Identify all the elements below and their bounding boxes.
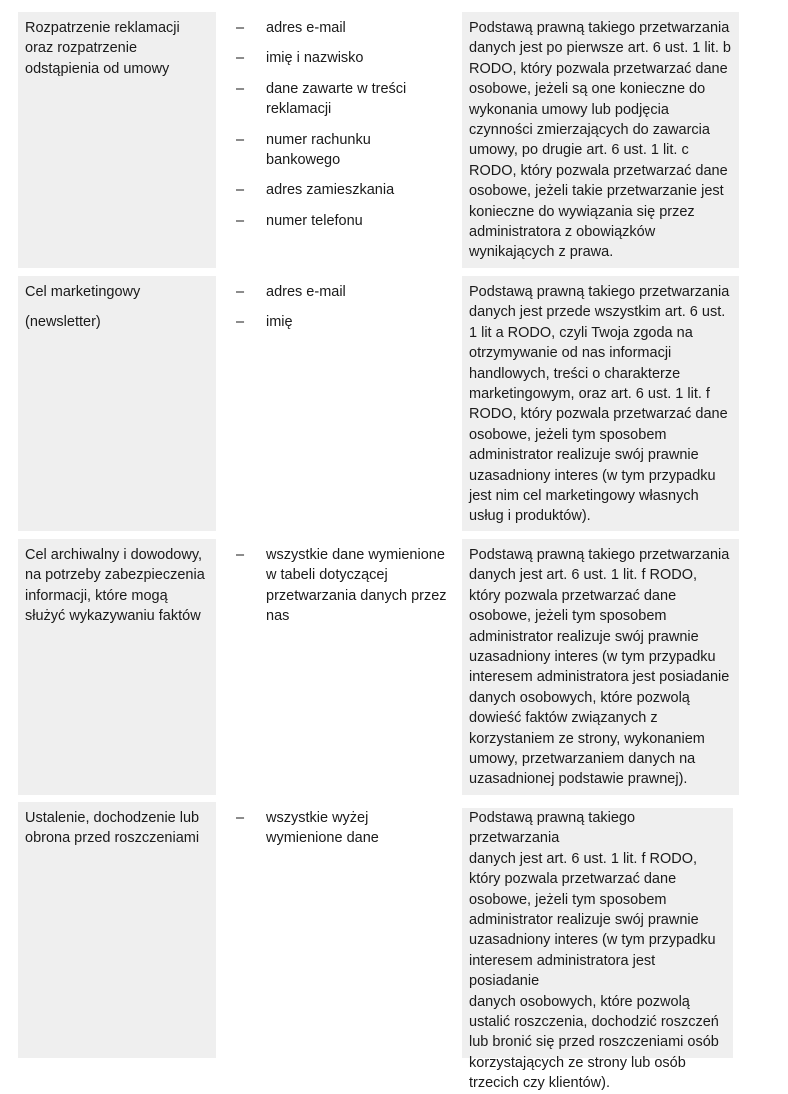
dash-bullet: –	[236, 131, 245, 148]
data-items-list	[236, 808, 454, 859]
list-item: – imię i nazwisko	[236, 48, 454, 68]
list-item: – wszystkie wyżej wymienione dane	[236, 810, 379, 847]
table-row	[0, 802, 788, 1092]
dash-bullet: –	[236, 50, 245, 67]
list-item: – imię	[236, 312, 454, 332]
table-row	[0, 12, 788, 268]
purpose-cell	[18, 276, 216, 531]
list-item: – adres zamieszkania	[236, 180, 454, 200]
data-items-list	[236, 282, 454, 343]
legal-basis-cell	[462, 276, 739, 531]
dash-bullet: –	[236, 20, 245, 36]
purpose-cell	[18, 802, 216, 1058]
table-row	[0, 276, 788, 531]
dash-bullet: –	[236, 182, 245, 199]
legal-basis-cell	[462, 808, 733, 1092]
legal-basis-text: Podstawą prawną takiego przetwarzania danych jest art. 6 ust. 1 lit. f RODO, który pozwala przetwarzać dane osobowe, jeżeli tym sposobem administrator realizuje swój prawnie uzasadniony interes (w tym przypadku interesem administratora jest posiadanie danych osobowych, które pozwolą dowieść faktów związanych z korzystaniem ze strony, wykonaniem umowy, przetwarzaniem danych na uzasadnionej podstawie prawnej).	[469, 547, 730, 788]
dash-bullet: –	[236, 810, 245, 826]
dash-bullet: –	[236, 547, 245, 563]
dash-bullet: –	[236, 314, 245, 331]
purpose-cell	[18, 539, 216, 795]
legal-basis-cell	[462, 539, 739, 795]
dash-bullet: –	[236, 80, 245, 97]
purpose-text: Ustalenie, dochodzenie lub obrona przed roszczeniami	[25, 810, 200, 847]
legal-basis-text: Podstawą prawną takiego przetwarzania danych jest po pierwsze art. 6 ust. 1 lit. b RODO, który pozwala przetwarzać dane osobowe, jeżeli są one konieczne do wykonania umowy lub podjęcia czynności zmierzających do zawarcia umowy, po drugie art. 6 ust. 1 lit. c RODO, który pozwala przetwarzać dane osobowe, jeżeli takie przetwarzanie jest konieczne do wywiązania się przez administratora z obowiązków wynikających z prawa.	[469, 20, 731, 261]
list-item: – wszystkie dane wymienione w tabeli dotyczącej przetwarzania danych przez nas	[236, 547, 447, 625]
purpose-cell	[18, 12, 216, 268]
list-item: – adres e-mail	[236, 282, 454, 302]
table-row	[0, 539, 788, 795]
dash-bullet: –	[236, 284, 245, 300]
list-item: – numer telefonu	[236, 211, 454, 231]
data-items-list	[236, 18, 454, 241]
data-items-list	[236, 545, 454, 637]
dash-bullet: –	[236, 212, 245, 229]
list-item: – numer rachunku bankowego	[236, 131, 371, 169]
purpose-text: Cel marketingowy	[25, 284, 141, 300]
list-item: – adres e-mail	[236, 18, 454, 38]
purpose-text: (newsletter)	[25, 314, 101, 331]
legal-basis-cell	[462, 12, 739, 268]
purpose-text: Cel archiwalny i dowodowy, na potrzeby zabezpieczenia informacji, które mogą służyć wykazywaniu faktów	[25, 547, 205, 625]
list-item: – dane zawarte w treści reklamacji	[236, 80, 407, 118]
purpose-text: Rozpatrzenie reklamacji oraz rozpatrzenie odstąpienia od umowy	[25, 20, 180, 77]
legal-basis-text: Podstawą prawną takiego przetwarzania danych jest przede wszystkim art. 6 ust. 1 lit a RODO, czyli Twoja zgoda na otrzymywanie od nas informacji handlowych, treści o charakterze marketingowym, oraz art. 6 ust. 1 lit. f RODO, który pozwala przetwarzać dane osobowe, jeżeli tym sposobem administrator realizuje swój prawnie uzasadniony interes (w tym przypadku jest nim cel marketingowy własnych usług i produktów).	[469, 284, 730, 525]
legal-basis-text: Podstawą prawną takiego przetwarzania danych jest art. 6 ust. 1 lit. f RODO, który pozwala przetwarzać dane osobowe, jeżeli tym sposobem administrator realizuje swój prawnie uzasadniony interes (w tym przypadku interesem administratora jest posiadanie danych osobowych, które pozwolą ustalić roszczenia, dochodzić roszczeń lub bronić się przed roszczeniami osób korzystających ze strony lub osób trzecich czy klientów).	[469, 810, 719, 1092]
